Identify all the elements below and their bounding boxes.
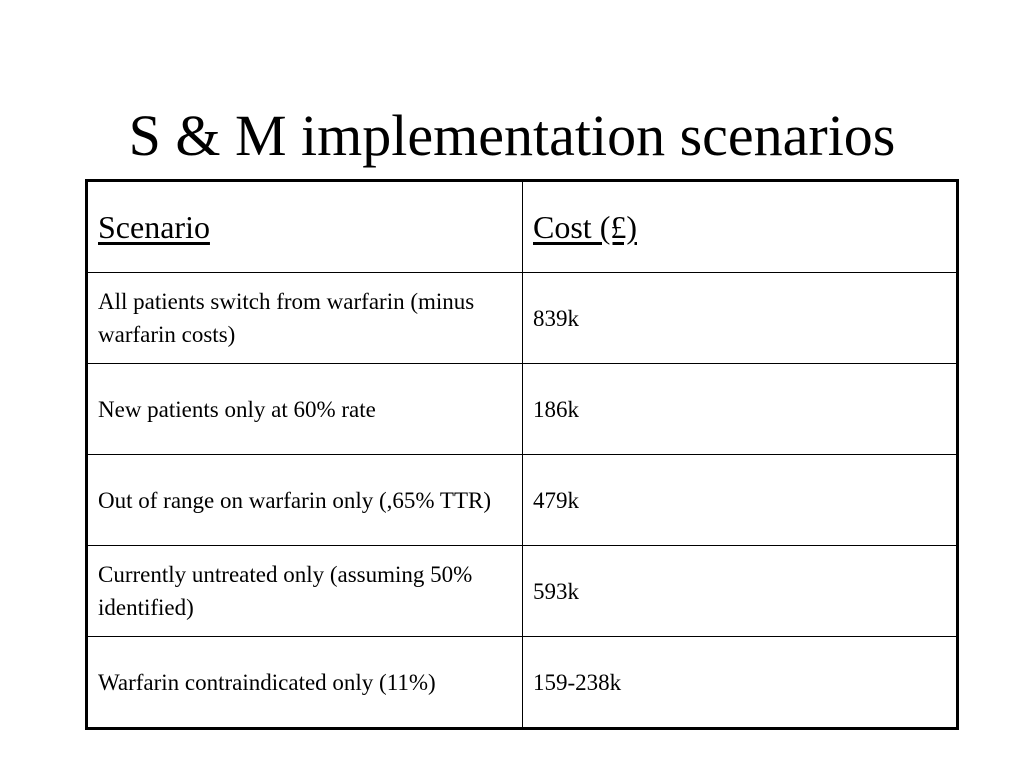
header-cost [523, 181, 958, 273]
scenario-cost-table [85, 179, 959, 730]
cost-cell: 839k [523, 273, 958, 364]
cost-cell: 593k [523, 546, 958, 637]
table-row [87, 364, 958, 455]
header-scenario-label: Scenario [98, 208, 210, 245]
scenario-cell: Warfarin contraindicated only (11%) [87, 637, 523, 729]
cost-cell: 479k [523, 455, 958, 546]
scenario-cell: Out of range on warfarin only (,65% TTR) [87, 455, 523, 546]
table-row [87, 455, 958, 546]
scenario-cell: New patients only at 60% rate [87, 364, 523, 455]
scenario-cell: Currently untreated only (assuming 50% identified) [87, 546, 523, 637]
table-header-row [87, 181, 958, 273]
scenario-cell: All patients switch from warfarin (minus warfarin costs) [87, 273, 523, 364]
cost-cell: 159-238k [523, 637, 958, 729]
slide-title: S & M implementation scenarios [128, 103, 896, 168]
header-scenario [87, 181, 523, 273]
table-row [87, 273, 958, 364]
cost-cell: 186k [523, 364, 958, 455]
header-cost-label: Cost (£) [533, 208, 637, 245]
table-row [87, 546, 958, 637]
table-row [87, 637, 958, 729]
